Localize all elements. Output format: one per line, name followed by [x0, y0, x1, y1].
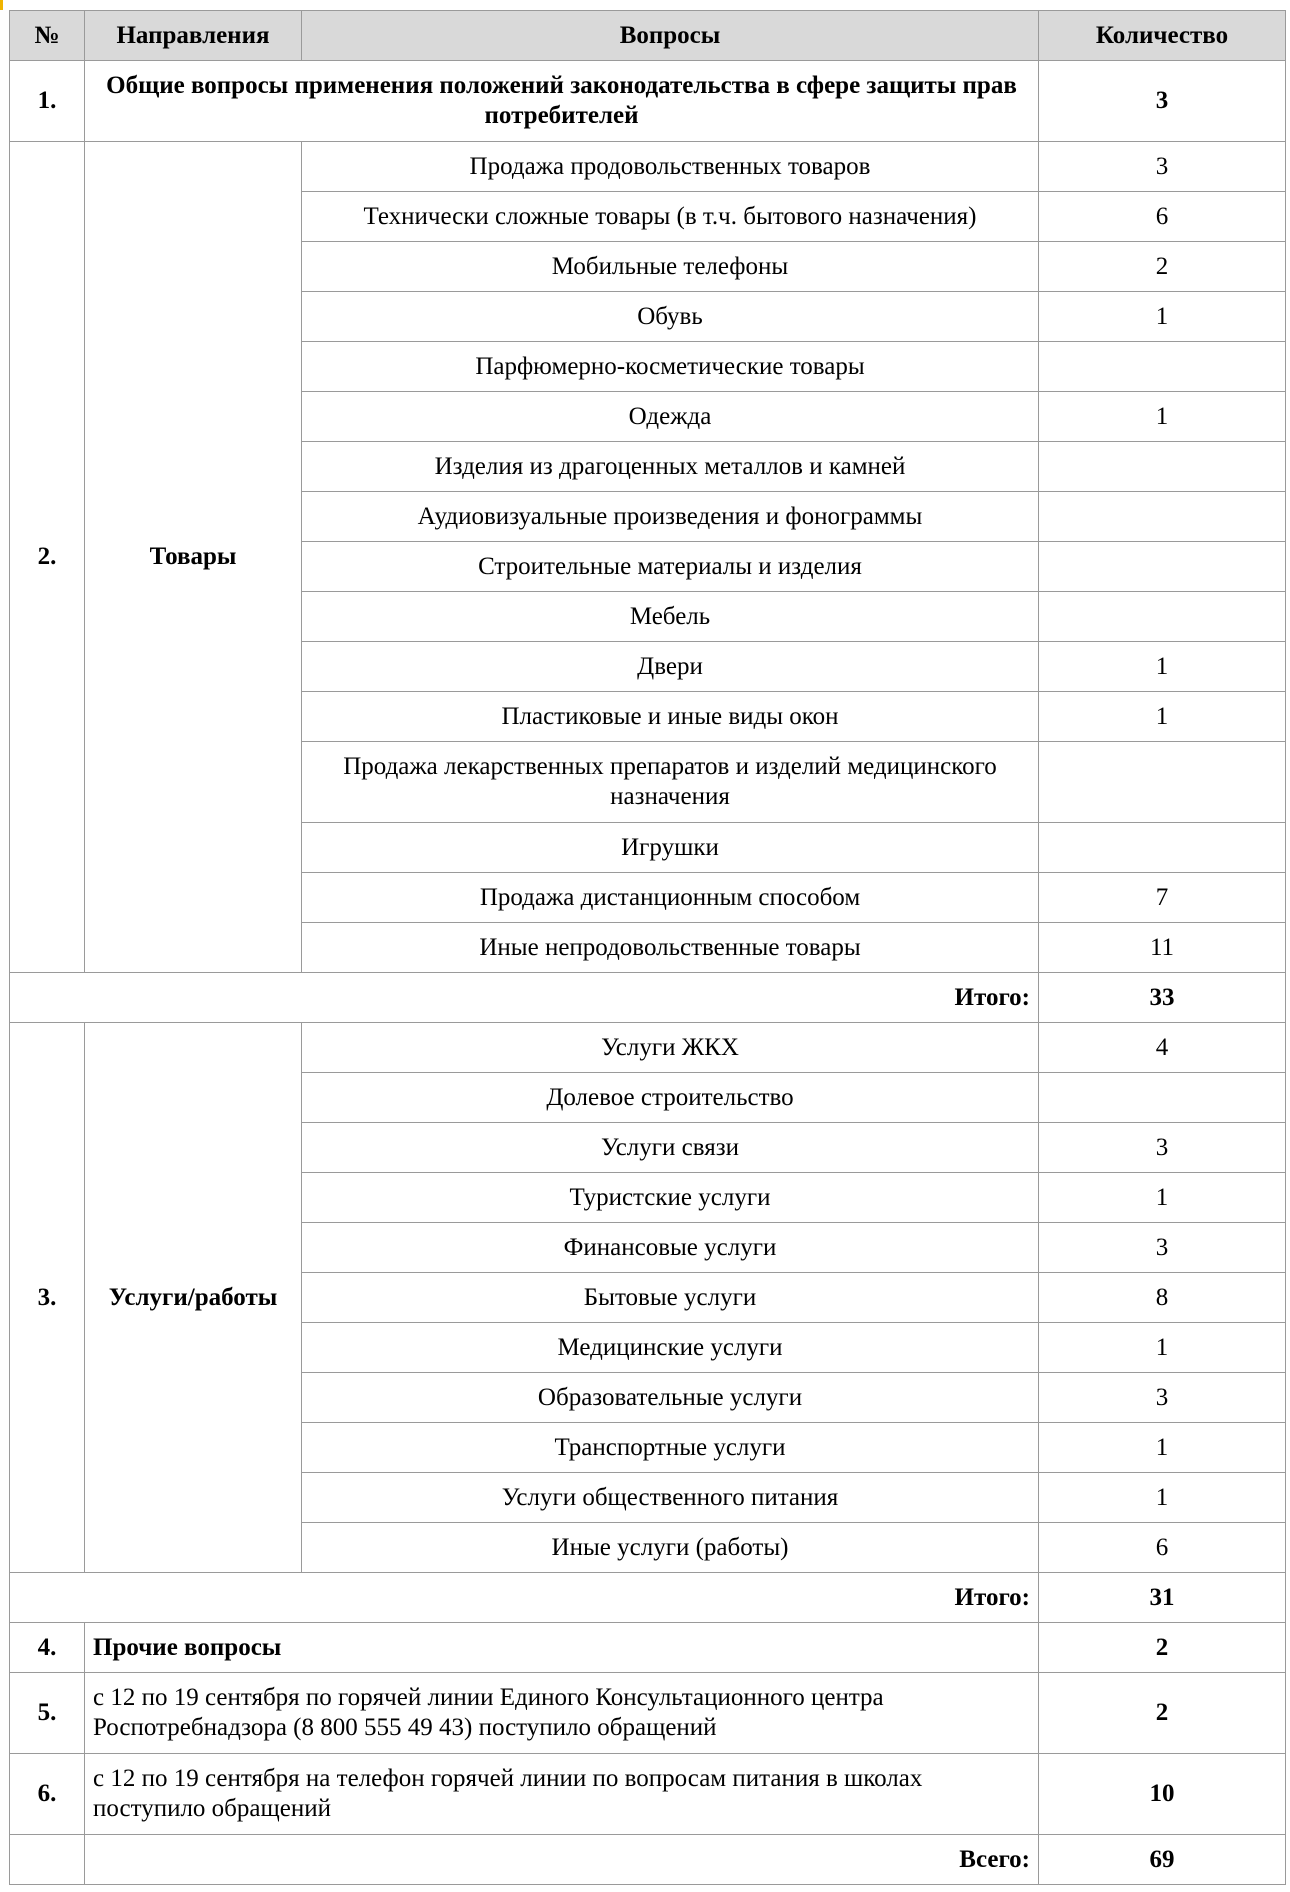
count-cell: 6	[1039, 192, 1286, 242]
table-header-row	[10, 11, 1286, 61]
section1-num: 1.	[10, 61, 85, 142]
grand-total-row	[10, 1835, 1286, 1885]
count-cell	[1039, 542, 1286, 592]
question-cell: Туристские услуги	[302, 1173, 1039, 1223]
section1-text: Общие вопросы применения положений законодательства в сфере защиты прав потребителей	[85, 61, 1039, 142]
count-cell: 3	[1039, 1123, 1286, 1173]
table-row-section4	[10, 1623, 1286, 1673]
section4-count: 2	[1039, 1623, 1286, 1673]
question-cell: Мебель	[302, 592, 1039, 642]
question-cell: Мобильные телефоны	[302, 242, 1039, 292]
question-cell: Иные услуги (работы)	[302, 1523, 1039, 1573]
count-cell: 7	[1039, 873, 1286, 923]
count-cell: 2	[1039, 242, 1286, 292]
question-cell: Медицинские услуги	[302, 1323, 1039, 1373]
consumer-questions-table	[9, 10, 1286, 1885]
question-cell: Продажа продовольственных товаров	[302, 142, 1039, 192]
question-cell: Продажа лекарственных препаратов и изделий медицинского назначения	[302, 742, 1039, 823]
section3-total-value: 31	[1039, 1573, 1286, 1623]
count-cell: 1	[1039, 642, 1286, 692]
count-cell: 1	[1039, 1473, 1286, 1523]
question-cell: Бытовые услуги	[302, 1273, 1039, 1323]
section6-num: 6.	[10, 1754, 85, 1835]
header-questions: Вопросы	[302, 11, 1039, 61]
count-cell: 1	[1039, 1173, 1286, 1223]
count-cell: 1	[1039, 392, 1286, 442]
question-cell: Финансовые услуги	[302, 1223, 1039, 1273]
question-cell: Игрушки	[302, 823, 1039, 873]
table-row-section5	[10, 1673, 1286, 1754]
section3-num: 3.	[10, 1023, 85, 1573]
question-cell: Иные непродовольственные товары	[302, 923, 1039, 973]
count-cell	[1039, 742, 1286, 823]
header-num: №	[10, 11, 85, 61]
section6-text: с 12 по 19 сентября на телефон горячей линии по вопросам питания в школах поступило обращений	[85, 1754, 1039, 1835]
question-cell: Двери	[302, 642, 1039, 692]
question-cell: Продажа дистанционным способом	[302, 873, 1039, 923]
section5-text: с 12 по 19 сентября по горячей линии Единого Консультационного центра Роспотребнадзора (8 800 555 49 43) поступило обращений	[85, 1673, 1039, 1754]
count-cell	[1039, 823, 1286, 873]
table-row-section1	[10, 61, 1286, 142]
question-cell: Парфюмерно-косметические товары	[302, 342, 1039, 392]
section3-total-row	[10, 1573, 1286, 1623]
count-cell	[1039, 342, 1286, 392]
table-row	[10, 1023, 1286, 1073]
count-cell: 1	[1039, 1323, 1286, 1373]
count-cell: 1	[1039, 1423, 1286, 1473]
count-cell	[1039, 442, 1286, 492]
section2-num: 2.	[10, 142, 85, 973]
table-row-section6	[10, 1754, 1286, 1835]
question-cell: Услуги общественного питания	[302, 1473, 1039, 1523]
grand-total-value: 69	[1039, 1835, 1286, 1885]
question-cell: Технически сложные товары (в т.ч. бытового назначения)	[302, 192, 1039, 242]
section3-total-label: Итого:	[10, 1573, 1039, 1623]
header-direction: Направления	[85, 11, 302, 61]
question-cell: Услуги связи	[302, 1123, 1039, 1173]
section5-num: 5.	[10, 1673, 85, 1754]
accent-line	[0, 0, 3, 10]
section1-count: 3	[1039, 61, 1286, 142]
table-row	[10, 142, 1286, 192]
question-cell: Образовательные услуги	[302, 1373, 1039, 1423]
question-cell: Долевое строительство	[302, 1073, 1039, 1123]
section3-direction: Услуги/работы	[85, 1023, 302, 1573]
question-cell: Строительные материалы и изделия	[302, 542, 1039, 592]
count-cell: 1	[1039, 292, 1286, 342]
section2-total-value: 33	[1039, 973, 1286, 1023]
question-cell: Услуги ЖКХ	[302, 1023, 1039, 1073]
question-cell: Изделия из драгоценных металлов и камней	[302, 442, 1039, 492]
count-cell: 1	[1039, 692, 1286, 742]
section2-total-row	[10, 973, 1286, 1023]
section4-num: 4.	[10, 1623, 85, 1673]
grand-total-label: Всего:	[85, 1835, 1039, 1885]
section2-total-label: Итого:	[10, 973, 1039, 1023]
section6-count: 10	[1039, 1754, 1286, 1835]
question-cell: Обувь	[302, 292, 1039, 342]
question-cell: Транспортные услуги	[302, 1423, 1039, 1473]
count-cell	[1039, 1073, 1286, 1123]
question-cell: Аудиовизуальные произведения и фонограммы	[302, 492, 1039, 542]
count-cell: 3	[1039, 1373, 1286, 1423]
count-cell: 4	[1039, 1023, 1286, 1073]
header-count: Количество	[1039, 11, 1286, 61]
count-cell	[1039, 592, 1286, 642]
section5-count: 2	[1039, 1673, 1286, 1754]
count-cell: 3	[1039, 1223, 1286, 1273]
section4-text: Прочие вопросы	[85, 1623, 1039, 1673]
section2-direction: Товары	[85, 142, 302, 973]
count-cell: 3	[1039, 142, 1286, 192]
grand-total-empty	[10, 1835, 85, 1885]
count-cell: 11	[1039, 923, 1286, 973]
count-cell: 8	[1039, 1273, 1286, 1323]
count-cell: 6	[1039, 1523, 1286, 1573]
question-cell: Пластиковые и иные виды окон	[302, 692, 1039, 742]
count-cell	[1039, 492, 1286, 542]
question-cell: Одежда	[302, 392, 1039, 442]
